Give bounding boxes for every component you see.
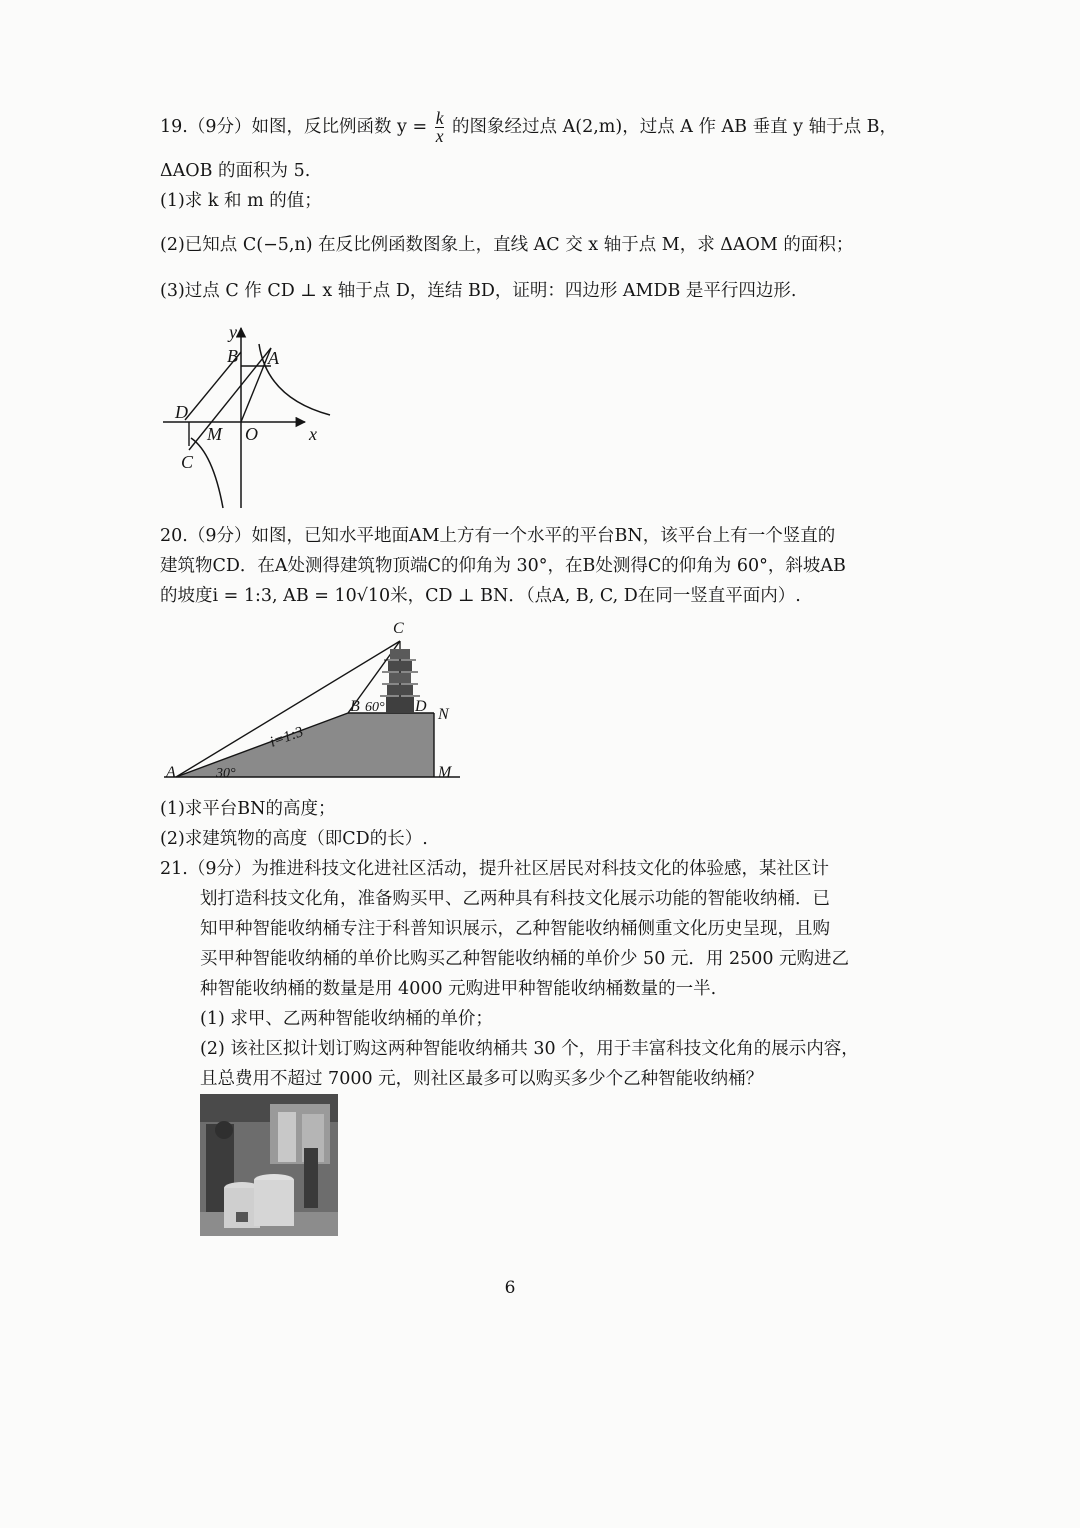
q19-line-1: 19.（9分）如图，反比例函数 y = $\frac{k}{x}$ 的图象经过点 A(2,m)，过点 A 作 AB 垂直 y 轴于点 B，	[160, 108, 898, 146]
label-C: C	[181, 452, 194, 472]
label-C: C	[393, 620, 404, 637]
q21-line-2: 划打造科技文化角，准备购买甲、乙两种具有科技文化展示功能的智能收纳桶．已	[200, 889, 830, 909]
q20-part-2: (2)求建筑物的高度（即CD的长）.	[160, 829, 428, 849]
angle-60-label: 60°	[365, 700, 385, 715]
label-D: D	[415, 698, 427, 715]
slope-platform-fill	[176, 713, 434, 777]
q19-part-1: (1)求 k 和 m 的值；	[160, 191, 322, 211]
angle-30-label: 30°	[216, 766, 236, 781]
label-M: M	[438, 764, 452, 781]
q19-part-3: (3)过点 C 作 CD ⊥ x 轴于点 D，连结 BD，证明：四边形 AMDB 是平行四边形.	[160, 281, 797, 301]
q21-part-3: 且总费用不超过 7000 元，则社区最多可以购买多少个乙种智能收纳桶？	[200, 1069, 764, 1089]
label-A: A	[166, 764, 176, 781]
tower-CD	[380, 641, 420, 713]
q21-line-1: 21.（9分）为推进科技文化进社区活动，提升社区居民对科技文化的体验感，某社区计	[160, 859, 829, 879]
q20-line-2: 建筑物CD．在A处测得建筑物顶端C的仰角为 30°，在B处测得C的仰角为 60°，斜坡AB	[160, 556, 846, 576]
q19-figure	[155, 318, 345, 510]
page-number: 6	[504, 1278, 516, 1298]
smart-bin-photo	[200, 1094, 338, 1236]
q21-line-4: 买甲种智能收纳桶的单价比购买乙种智能收纳桶的单价少 50 元．用 2500 元购进乙	[200, 949, 850, 969]
q19-part-2: (2)已知点 C(−5,n) 在反比例函数图象上，直线 AC 交 x 轴于点 M，求 ΔAOM 的面积；	[160, 235, 854, 255]
fraction-k-over-x: $\frac{k}{x}$	[435, 108, 444, 146]
q19-line-2: ΔAOB 的面积为 5.	[160, 161, 311, 181]
q21-part-1: (1) 求甲、乙两种智能收纳桶的单价；	[200, 1009, 493, 1029]
label-y: y	[229, 322, 237, 342]
label-B: B	[227, 346, 238, 366]
label-B: B	[350, 698, 360, 715]
hyperbola-branch-left	[191, 438, 223, 508]
q20-line-1: 20.（9分）如图，已知水平地面AM上方有一个水平的平台BN，该平台上有一个竖直的	[160, 526, 836, 546]
label-M: M	[207, 424, 222, 444]
segment-OA	[241, 348, 271, 422]
label-O: O	[245, 424, 258, 444]
label-D: D	[175, 402, 188, 422]
label-A: A	[268, 348, 279, 368]
q21-line-5: 种智能收纳桶的数量是用 4000 元购进甲种智能收纳桶数量的一半.	[200, 979, 717, 999]
slope-ratio-label: i=1:3	[267, 723, 306, 751]
q21-line-3: 知甲种智能收纳桶专注于科普知识展示，乙种智能收纳桶侧重文化历史呈现，且购	[200, 919, 830, 939]
q20-line-3: 的坡度i = 1:3, AB = 10√10米，CD ⊥ BN．（点A, B, C, D在同一竖直平面内）.	[160, 586, 801, 606]
q20-figure	[160, 615, 470, 785]
label-N: N	[438, 706, 449, 723]
label-x: x	[309, 424, 317, 444]
q21-part-2: (2) 该社区拟计划订购这两种智能收纳桶共 30 个，用于丰富科技文化角的展示内容，	[200, 1039, 859, 1059]
q20-part-1: (1)求平台BN的高度；	[160, 799, 336, 819]
